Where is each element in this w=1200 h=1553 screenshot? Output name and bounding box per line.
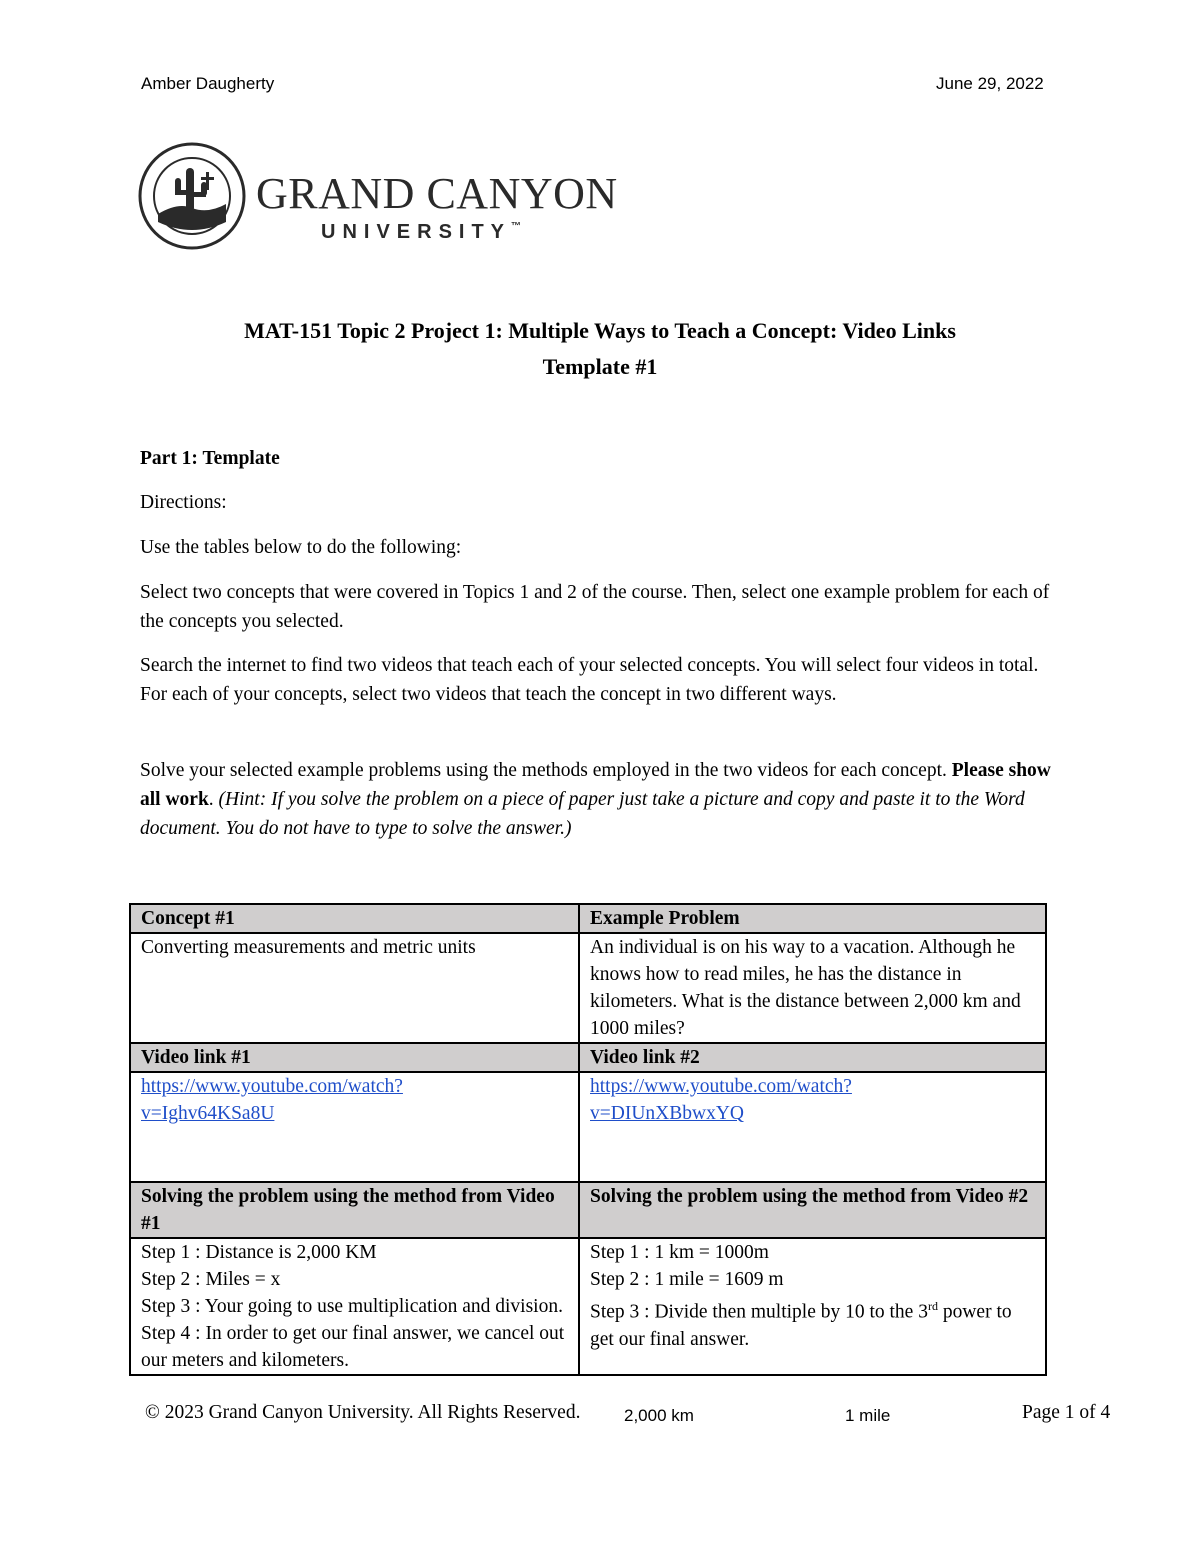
concept-cell: Converting measurements and metric units bbox=[130, 933, 579, 1043]
solve1-step: Step 3 : Your going to use multiplication and division. bbox=[141, 1296, 563, 1317]
page-title: MAT-151 Topic 2 Project 1: Multiple Ways to Teach a Concept: Video Links bbox=[244, 318, 956, 343]
video2-cell bbox=[579, 1072, 1046, 1182]
logo-name-line2: UNIVERSITY™ bbox=[321, 221, 522, 243]
video2-header: Video link #2 bbox=[579, 1043, 1046, 1072]
page-number: Page 1 of 4 bbox=[1022, 1402, 1111, 1423]
video1-link[interactable]: https://www.youtube.com/watch? v=Ighv64KSa8U bbox=[141, 1076, 403, 1124]
page-title-line2: Template #1 bbox=[542, 354, 658, 379]
solve1-step: Step 1 : Distance is 2,000 KM bbox=[141, 1242, 377, 1263]
instructions-paragraph-3: Solve your selected example problems using the methods employed in the two videos for each concept. Please show all work. (Hint: If you solve the problem on a piece of paper just take a picture and copy and paste it to the Word document. You do not have to type to solve the answer.) bbox=[140, 760, 1051, 839]
author-name: Amber Daugherty bbox=[141, 74, 275, 93]
part-heading: Part 1: Template bbox=[140, 448, 280, 469]
solve2-header: Solving the problem using the method from Video #2 bbox=[579, 1182, 1046, 1238]
example-problem-cell: An individual is on his way to a vacation. Although he knows how to read miles, he has the distance in kilometers. What is the distance between 2,000 km and 1000 miles? bbox=[579, 933, 1046, 1043]
overlay-km-label: 2,000 km bbox=[624, 1406, 694, 1425]
solve2-step: Step 2 : 1 mile = 1609 m bbox=[590, 1269, 784, 1290]
directions-label: Directions: bbox=[140, 492, 227, 513]
solve1-step: Step 2 : Miles = x bbox=[141, 1269, 281, 1290]
solve1-step: Step 4 : In order to get our final answer, we cancel out our meters and kilometers. bbox=[141, 1323, 565, 1371]
instructions-paragraph-2: Search the internet to find two videos that teach each of your selected concepts. You will select four videos in total. For each of your concepts, select two videos that teach the concept in two different ways. bbox=[140, 655, 1039, 705]
video1-cell bbox=[130, 1072, 579, 1182]
video2-link[interactable]: https://www.youtube.com/watch? v=DIUnXBbwxYQ bbox=[590, 1076, 852, 1124]
solve1-header: Solving the problem using the method from Video #1 bbox=[130, 1182, 579, 1238]
concept-table bbox=[129, 903, 1047, 1376]
solve2-step: Step 3 : Divide then multiple by 10 to the 3rd power to get our final answer. bbox=[590, 1299, 1012, 1350]
video1-header: Video link #1 bbox=[130, 1043, 579, 1072]
example-header: Example Problem bbox=[579, 904, 1046, 933]
solve2-step: Step 1 : 1 km = 1000m bbox=[590, 1242, 769, 1263]
copyright-text: © 2023 Grand Canyon University. All Rights Reserved. bbox=[145, 1402, 581, 1423]
concept-header: Concept #1 bbox=[130, 904, 579, 933]
overlay-mile-label: 1 mile bbox=[845, 1406, 891, 1425]
instructions-paragraph-1: Select two concepts that were covered in Topics 1 and 2 of the course. Then, select one example problem for each of the concepts you selected. bbox=[140, 582, 1050, 632]
use-tables-text: Use the tables below to do the following: bbox=[140, 537, 462, 558]
solve1-cell bbox=[130, 1238, 579, 1375]
solve2-cell bbox=[579, 1238, 1046, 1375]
document-date: June 29, 2022 bbox=[936, 74, 1044, 93]
logo-name-line1: GRAND CANYON bbox=[256, 169, 618, 218]
